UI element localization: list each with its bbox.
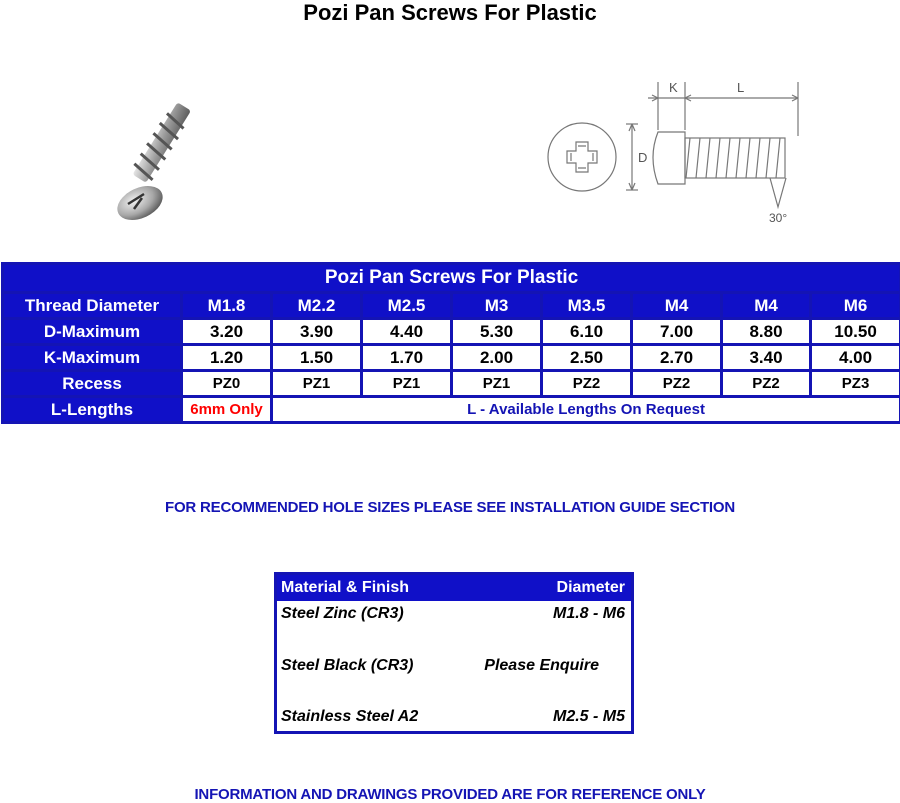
size-cell: M3 [452,293,542,319]
recess-cell: PZ2 [632,371,722,397]
size-cell: M4 [632,293,722,319]
k-value-cell: 2.50 [542,345,632,371]
l-lengths-label: L-Lengths [3,397,182,423]
k-maximum-row [3,345,900,371]
k-value-cell: 2.00 [452,345,542,371]
k-value-cell: 3.40 [722,345,811,371]
reference-note: INFORMATION AND DRAWINGS PROVIDED ARE FOR REFERENCE ONLY [0,786,900,803]
drawing-label-k: K [669,80,678,95]
d-maximum-label: D-Maximum [3,319,182,345]
page-title: Pozi Pan Screws For Plastic [0,0,900,26]
material-row [281,605,625,623]
drawing-label-l: L [737,80,744,95]
size-cell: M2.2 [272,293,362,319]
material-name: Steel Black (CR3) [281,657,414,674]
recess-cell: PZ1 [452,371,542,397]
recess-cell: PZ0 [182,371,272,397]
k-maximum-label: K-Maximum [3,345,182,371]
size-cell: M3.5 [542,293,632,319]
d-value-cell: 3.20 [182,319,272,345]
k-value-cell: 1.50 [272,345,362,371]
drawing-label-angle: 30° [769,211,787,225]
d-value-cell: 8.80 [722,319,811,345]
material-diameter: Please Enquire [484,657,599,675]
material-row [281,708,625,726]
d-value-cell: 7.00 [632,319,722,345]
thread-diameter-row [3,293,900,319]
d-value-cell: 5.30 [452,319,542,345]
thread-diameter-label: Thread Diameter [3,293,182,319]
d-value-cell: 3.90 [272,319,362,345]
hole-sizes-note: FOR RECOMMENDED HOLE SIZES PLEASE SEE INSTALLATION GUIDE SECTION [0,499,900,516]
d-value-cell: 10.50 [811,319,900,345]
k-value-cell: 1.70 [362,345,452,371]
size-cell: M6 [811,293,900,319]
d-value-cell: 4.40 [362,319,452,345]
technical-drawing [540,72,810,237]
d-value-cell: 6.10 [542,319,632,345]
spec-table-caption: Pozi Pan Screws For Plastic [3,264,900,293]
d-maximum-row [3,319,900,345]
spec-caption-row [3,264,900,293]
l-lengths-row [3,397,900,423]
material-diameter: M1.8 - M6 [553,605,625,623]
size-cell: M4 [722,293,811,319]
k-value-cell: 2.70 [632,345,722,371]
recess-cell: PZ2 [542,371,632,397]
recess-cell: PZ3 [811,371,900,397]
recess-label: Recess [3,371,182,397]
k-value-cell: 4.00 [811,345,900,371]
material-row [281,657,625,675]
recess-cell: PZ2 [722,371,811,397]
recess-cell: PZ1 [362,371,452,397]
material-name: Stainless Steel A2 [281,708,418,725]
materials-header [277,575,631,601]
drawing-label-d: D [638,150,647,165]
l-first-cell: 6mm Only [182,397,272,423]
spec-table [1,262,900,424]
material-header-label: Material & Finish [281,579,409,597]
l-available-cell: L - Available Lengths On Request [272,397,900,423]
screw-photo [100,88,240,223]
recess-cell: PZ1 [272,371,362,397]
material-name: Steel Zinc (CR3) [281,605,404,622]
size-cell: M1.8 [182,293,272,319]
material-diameter: M2.5 - M5 [553,708,625,726]
recess-row [3,371,900,397]
materials-table [274,572,634,734]
k-value-cell: 1.20 [182,345,272,371]
diameter-header-label: Diameter [557,579,625,597]
size-cell: M2.5 [362,293,452,319]
